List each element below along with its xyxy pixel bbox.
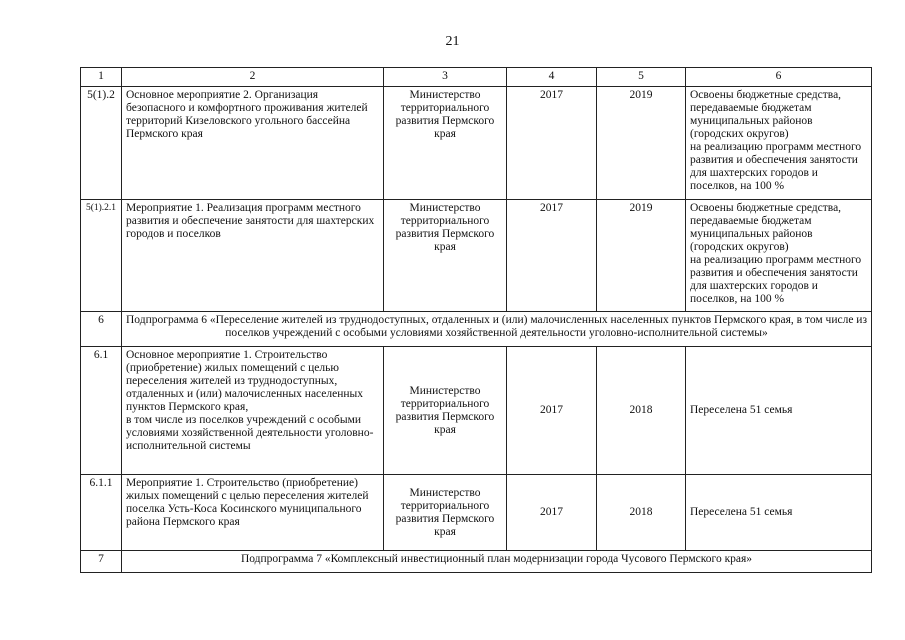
subprogram-row [81, 312, 872, 347]
executor: Министерство территориального развития Пермского края [384, 87, 507, 200]
result-part: Освоены бюджетные средства, передаваемые бюджетам муниципальных районов (городских округов) [690, 202, 842, 253]
result-part: на реализацию программ местного развития и обеспечения занятости для шахтерских городов и поселков, на 100 % [690, 141, 862, 192]
executor: Министерство территориального развития Пермского края [384, 475, 507, 551]
executor: Министерство территориального развития Пермского края [384, 200, 507, 312]
row-number: 7 [81, 551, 122, 573]
measures-table [80, 67, 872, 573]
table-row [81, 475, 872, 551]
expected-result [686, 87, 872, 200]
page-number: 21 [445, 34, 460, 49]
subprogram-title: Подпрограмма 6 «Переселение жителей из труднодоступных, отдаленных и (или) малочисленных населенных пунктов Пермского края, в том числе из поселков учреждений с особыми условиями хозяйственной деятельности уголовно-исполнительной системы» [122, 312, 872, 347]
start-year: 2017 [507, 200, 597, 312]
table-row [81, 200, 872, 312]
table-row [81, 87, 872, 200]
expected-result: Переселена 51 семья [686, 347, 872, 475]
header-cell-6: 6 [686, 68, 872, 87]
end-year: 2018 [597, 475, 686, 551]
subprogram-title: Подпрограмма 7 «Комплексный инвестиционный план модернизации города Чусового Пермского края» [122, 551, 872, 573]
header-cell-3: 3 [384, 68, 507, 87]
subprogram-row [81, 551, 872, 573]
expected-result [686, 200, 872, 312]
result-part: на реализацию программ местного развития и обеспечения занятости для шахтерских городов и поселков, на 100 % [690, 254, 862, 305]
end-year: 2019 [597, 87, 686, 200]
start-year: 2017 [507, 475, 597, 551]
expected-result: Переселена 51 семья [686, 475, 872, 551]
event-name: Мероприятие 1. Реализация программ местного развития и обеспечение занятости для шахтерских городов и поселков [122, 200, 384, 312]
header-cell-4: 4 [507, 68, 597, 87]
start-year: 2017 [507, 87, 597, 200]
row-number: 6.1.1 [81, 475, 122, 551]
event-name: Основное мероприятие 2. Организация безопасного и комфортного проживания жителей территорий Кизеловского угольного бассейна Пермского края [122, 87, 384, 200]
row-number: 5(1).2.1 [81, 200, 122, 312]
row-number: 6.1 [81, 347, 122, 475]
header-cell-2: 2 [122, 68, 384, 87]
executor: Министерство территориального развития Пермского края [384, 347, 507, 475]
header-cell-5: 5 [597, 68, 686, 87]
event-part: Основное мероприятие 1. Строительство (приобретение) жилых помещений с целью переселения жителей из труднодоступных, отдаленных и (или) малочисленных населенных пунктов Пермского края, [126, 349, 364, 413]
result-part: Освоены бюджетные средства, передаваемые бюджетам муниципальных районов (городских округов) [690, 89, 842, 140]
header-row [81, 68, 872, 87]
event-name [122, 347, 384, 475]
row-number: 5(1).2 [81, 87, 122, 200]
end-year: 2019 [597, 200, 686, 312]
header-cell-1: 1 [81, 68, 122, 87]
table-row [81, 347, 872, 475]
event-part: в том числе из поселков учреждений с особыми условиями хозяйственной деятельности уголовно-исполнительной системы [126, 414, 374, 452]
event-name: Мероприятие 1. Строительство (приобретение) жилых помещений с целью переселения жителей поселка Усть-Коса Косинского муниципального района Пермского края [122, 475, 384, 551]
end-year: 2018 [597, 347, 686, 475]
row-number: 6 [81, 312, 122, 347]
start-year: 2017 [507, 347, 597, 475]
